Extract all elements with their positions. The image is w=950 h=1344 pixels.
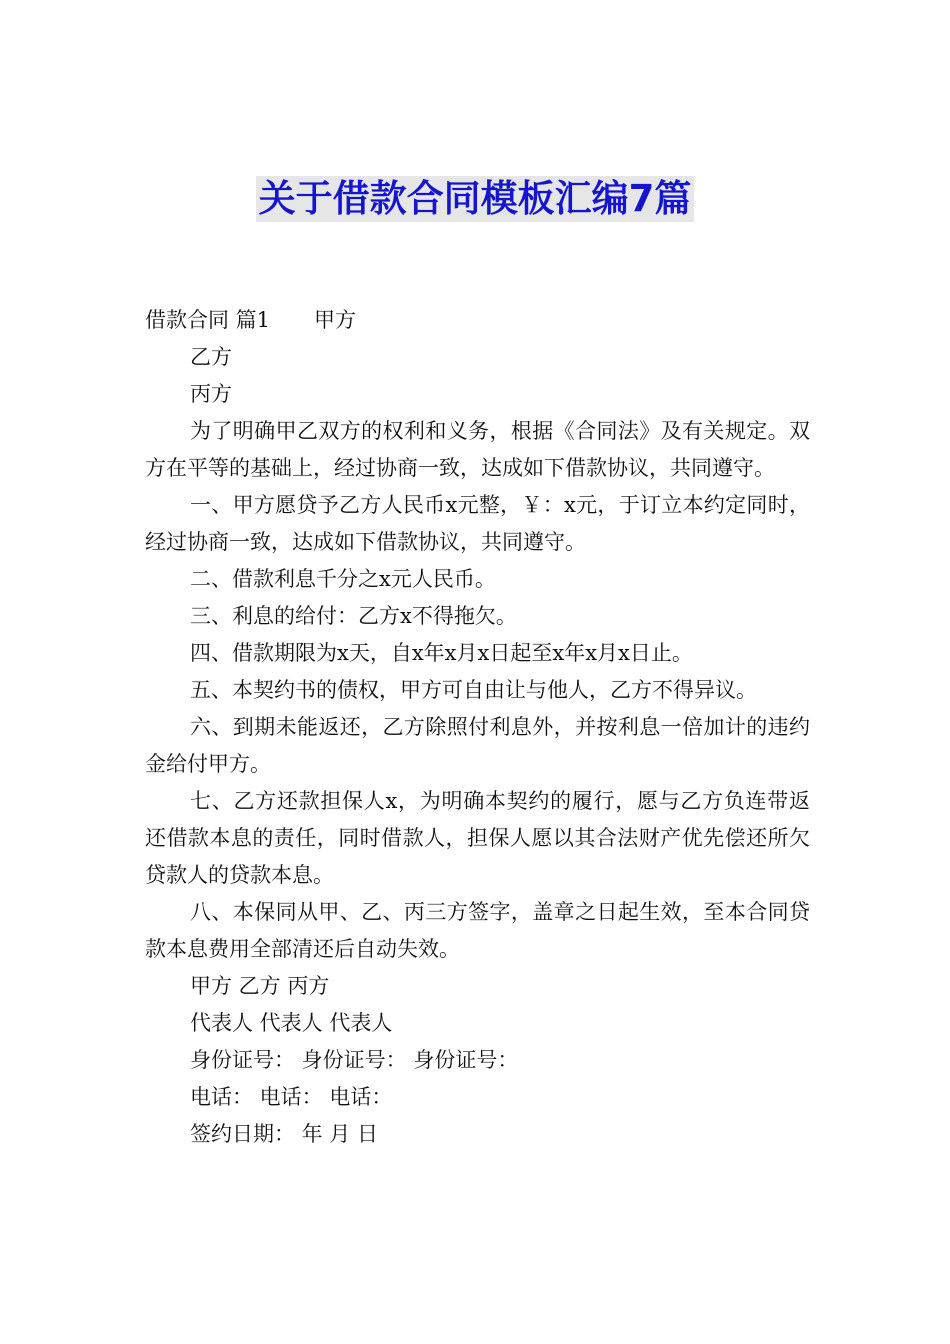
signature-representatives: 代表人 代表人 代表人 [190, 1011, 393, 1035]
clause-8: 八、本保同从甲、乙、丙三方签字，盖章之日起生效，至本合同贷款本息费用全部清还后自动失效。 [145, 900, 810, 961]
signature-phones: 电话： 电话： 电话： [190, 1085, 393, 1109]
title-container [0, 176, 950, 222]
document-title: 关于借款合同模板汇编7篇 [256, 176, 695, 222]
signature-date: 签约日期： 年 月 日 [190, 1122, 379, 1146]
clause-1: 一、甲方愿贷予乙方人民币x元整，￥：x元，于订立本约定同时，经过协商一致，达成如下借款协议，共同遵守。 [145, 493, 810, 554]
clause-6: 六、到期未能返还，乙方除照付利息外，并按利息一倍加计的违约金给付甲方。 [145, 715, 810, 776]
preamble-paragraph: 为了明确甲乙双方的权利和义务，根据《合同法》及有关规定。双方在平等的基础上，经过协商一致，达成如下借款协议，共同遵守。 [145, 419, 810, 480]
clause-4: 四、借款期限为x天，自x年x月x日起至x年x月x日止。 [190, 641, 693, 665]
party-b-label: 乙方 [190, 345, 232, 369]
clause-2: 二、借款利息千分之x元人民币。 [190, 567, 496, 591]
document-body [145, 302, 810, 1153]
clause-5: 五、本契约书的债权，甲方可自由让与他人，乙方不得异议。 [190, 678, 757, 702]
clause-3: 三、利息的给付：乙方x不得拖欠。 [190, 604, 517, 628]
signature-parties: 甲方 乙方 丙方 [190, 974, 330, 998]
party-a-label: 甲方 [314, 308, 357, 332]
signature-id-numbers: 身份证号： 身份证号： 身份证号： [190, 1048, 519, 1072]
clause-7: 七、乙方还款担保人x，为明确本契约的履行，愿与乙方负连带返还借款本息的责任，同时借款人，担保人愿以其合法财产优先偿还所欠贷款人的贷款本息。 [145, 789, 810, 887]
section-heading: 借款合同 篇1 [145, 308, 271, 332]
party-c-label: 丙方 [190, 382, 232, 406]
section-heading-line [145, 302, 810, 339]
